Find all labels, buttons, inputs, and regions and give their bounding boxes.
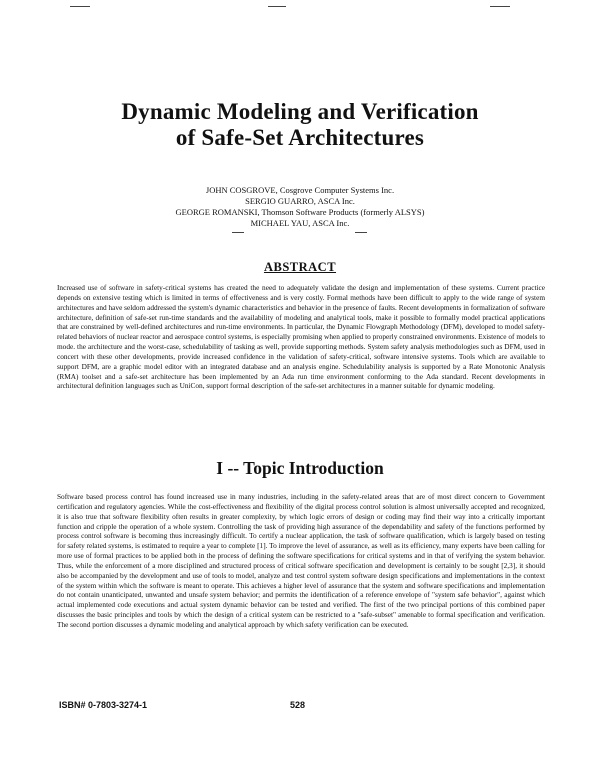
paper-title-line-2: of Safe-Set Architectures bbox=[175, 125, 425, 150]
abstract-heading: ABSTRACT bbox=[263, 260, 337, 274]
isbn-label: ISBN# 0-7803-3274-1 bbox=[59, 700, 148, 710]
page-number: 528 bbox=[290, 700, 306, 710]
author-line: JOHN COSGROVE, Cosgrove Computer Systems Inc. bbox=[205, 185, 395, 195]
section-body bbox=[57, 492, 545, 630]
scan-mark bbox=[70, 6, 90, 7]
abstract-text: Increased use of software in safety-critical systems has created the need to adequately validate the design and implementation of these systems. Current practice depends on extensive testing which is limited in terms of effectiveness and is very costly. Formal methods have been difficult to apply to the wide range of system architectures and have seldom addressed the system's dynamic characteristics and behavior in the presence of faults. Recent developments in formalization of software architecture, definition of safe-set run-time standards and the availability of modeling and analytical tools, make it possible to formally model practical applications that are constrained by well-defined architectures and run-time environments. In particular, the Dynamic Flowgraph Methodology (DFM), developed to model safety-related behaviors of nuclear reactor and aerospace control systems, is especially promising when applied to properly constrained environments. Existence of models to mode. the architecture and the worst-case, schedulability of tasking as well, provide supporting methods. System safety analysis methodologies such as DFM, used in concert with these other developments, provide increased confidence in the validation of safety-critical, software intensive systems. Tools which are available to support DFM, are a graphic model editor with an integrated database and an analysis engine. Schedulability analysis is supported by a Rate Monotonic Analysis (RMA) toolset and a safe-set architecture has been implemented by an Ada run time environment conforming to the Ada standard. Recent developments in architectural definition languages such as UniCon, support formal description of the safe-set architectures in a manner suitable for dynamic modeling. bbox=[57, 283, 545, 391]
scan-mark bbox=[355, 232, 367, 233]
scan-mark bbox=[490, 6, 510, 7]
abstract-body bbox=[57, 283, 545, 391]
author-line: SERGIO GUARRO, ASCA Inc. bbox=[245, 196, 355, 206]
paper-title-line-1: Dynamic Modeling and Verification bbox=[121, 99, 479, 124]
author-list bbox=[130, 185, 470, 229]
author-line: MICHAEL YAU, ASCA Inc. bbox=[250, 218, 350, 228]
scan-mark bbox=[232, 232, 244, 233]
section-heading: I -- Topic Introduction bbox=[216, 458, 384, 478]
scan-mark bbox=[268, 6, 286, 7]
author-line: GEORGE ROMANSKI, Thomson Software Products (formerly ALSYS) bbox=[175, 207, 425, 217]
section-text: Software based process control has found increased use in many industries, including in the safety-related areas that are of most direct concern to Government certification and regulatory agencies. While the cost-effectiveness and flexibility of the digital process control solution is almost universally accepted and recognized, it is also true that software flexibility often results in greater complexity, by which logic errors of design or coding may find their way into a critically important function and cripple the operation of a whole system. Controlling the task of providing high assurance of the dependability and safety of the functions performed by process control software is becoming thus increasingly difficult. To certify a nuclear application, the task of software qualification, which is largely based on testing for safety related systems, is estimated to require a year to complete [1]. To improve the level of assurance, as well as its efficiency, many experts have been calling for more use of formal practices to be applied both in the process of defining the software specifications for critical systems and in that of verifying the system behavior. Thus, while the enforcement of a more disciplined and structured process of critical software specification and development is certainly to be sought [2,3], it should also be accompanied by the development and use of tools to model, analyze and test control system software design specifications and implementations in the context of the system within which the software is meant to operate. This achieves a higher level of assurance that the system and software specifications and implementation do not contain unanticipated, unwanted and unsafe system behavior; and permits the identification of a reference envelope of "system safe behavior", against which actual implemented code executions and actual system dynamic behavior can be tested and verified. The first of the two principal portions of this combined paper discusses the basic principles and tools by which the design of a critical system can be restricted to a "safe-subset" amenable to formal specification and verification. The second portion discusses a dynamic modeling and analytical approach by which safety verification can be executed. bbox=[57, 492, 545, 629]
